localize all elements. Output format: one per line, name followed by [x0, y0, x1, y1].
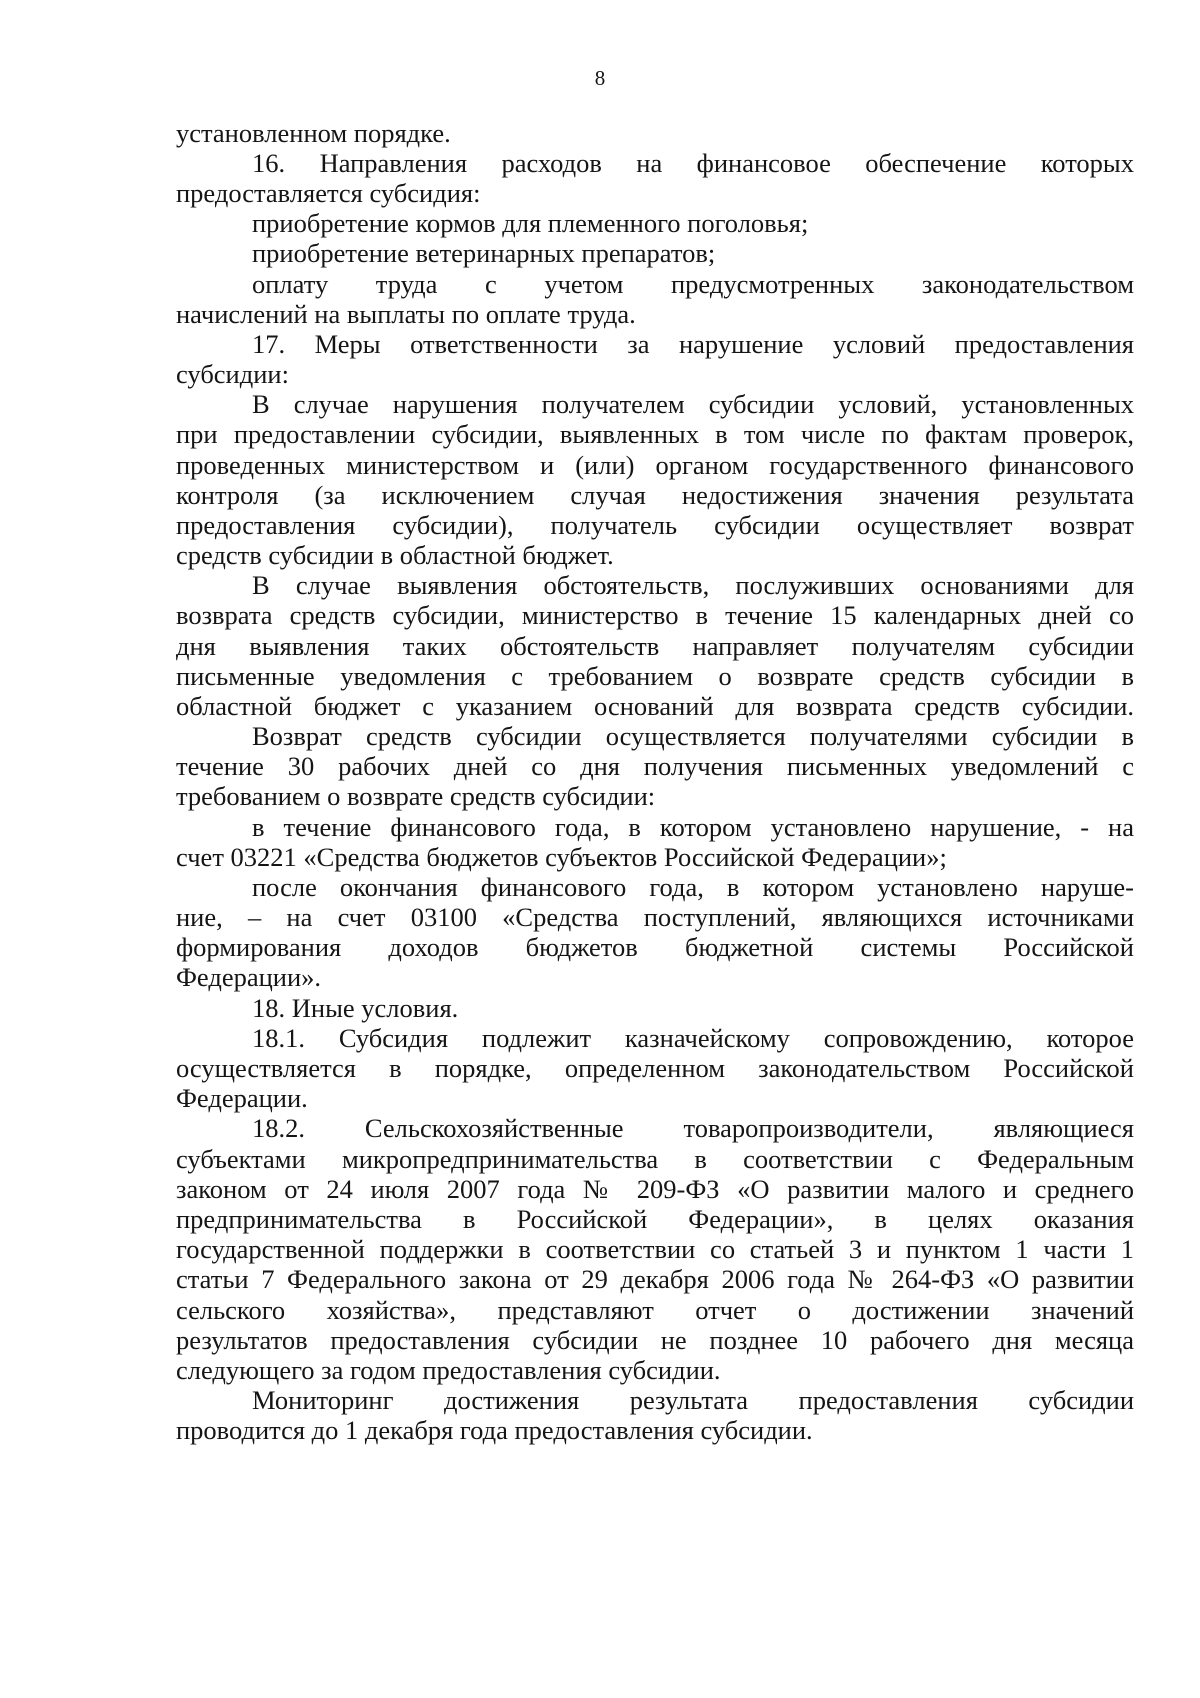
text-line: Возврат средств субсидии осуществляется получателями субсидии в	[252, 721, 1134, 751]
text-line: требованием о возврате средств субсидии:	[176, 781, 656, 811]
text-line: приобретение ветеринарных препаратов;	[252, 238, 716, 268]
text-line: проводится до 1 декабря года предоставления субсидии.	[176, 1415, 813, 1445]
text-line: оплату труда с учетом предусмотренных законодательством	[252, 269, 1134, 299]
text-line: Федерации.	[176, 1083, 308, 1113]
text-line: субъектами микропредпринимательства в соответствии с Федеральным	[176, 1144, 1134, 1174]
text-line: возврата средств субсидии, министерство в течение 15 календарных дней со	[176, 600, 1134, 630]
text-line: при предоставлении субсидии, выявленных в том числе по фактам проверок,	[176, 419, 1134, 449]
text-line: начислений на выплаты по оплате труда.	[176, 299, 636, 329]
text-line: счет 03221 «Средства бюджетов субъектов Российской Федерации»;	[176, 842, 947, 872]
text-line: сельского хозяйства», представляют отчет о достижении значений	[176, 1295, 1134, 1325]
text-line: формирования доходов бюджетов бюджетной системы Российской	[176, 932, 1134, 962]
text-line: предоставления субсидии), получатель субсидии осуществляет возврат	[176, 510, 1134, 540]
text-line: 18.1. Субсидия подлежит казначейскому сопровождению, которое	[252, 1023, 1134, 1053]
text-line: законом от 24 июля 2007 года № 209-ФЗ «О развитии малого и среднего	[176, 1174, 1134, 1204]
page-number: 8	[594, 66, 606, 90]
text-line: ние, – на счет 03100 «Средства поступлений, являющихся источниками	[176, 902, 1134, 932]
text-line: статьи 7 Федерального закона от 29 декабря 2006 года № 264-ФЗ «О развитии	[176, 1264, 1134, 1294]
text-line: в течение финансового года, в котором установлено нарушение, - на	[252, 812, 1134, 842]
text-line: средств субсидии в областной бюджет.	[176, 540, 614, 570]
text-line: установленном порядке.	[176, 118, 451, 148]
text-line: дня выявления таких обстоятельств направляет получателям субсидии	[176, 631, 1134, 661]
text-line: В случае выявления обстоятельств, послуживших основаниями для	[252, 570, 1134, 600]
text-line: государственной поддержки в соответствии со статьей 3 и пунктом 1 части 1	[176, 1234, 1134, 1264]
text-line: Федерации».	[176, 962, 322, 992]
text-line: осуществляется в порядке, определенном законодательством Российской	[176, 1053, 1134, 1083]
text-line: следующего за годом предоставления субсидии.	[176, 1355, 721, 1385]
text-line: проведенных министерством и (или) органом государственного финансового	[176, 450, 1134, 480]
text-line: субсидии:	[176, 359, 289, 389]
text-line: результатов предоставления субсидии не позднее 10 рабочего дня месяца	[176, 1325, 1134, 1355]
text-line: течение 30 рабочих дней со дня получения письменных уведомлений с	[176, 751, 1134, 781]
text-line: 18.2. Сельскохозяйственные товаропроизводители, являющиеся	[252, 1113, 1134, 1143]
text-line: 18. Иные условия.	[252, 993, 459, 1023]
text-line: предпринимательства в Российской Федерации», в целях оказания	[176, 1204, 1134, 1234]
text-line: предоставляется субсидия:	[176, 178, 481, 208]
text-line: после окончания финансового года, в котором установлено наруше-	[252, 872, 1134, 902]
text-line: письменные уведомления с требованием о возврате средств субсидии в	[176, 661, 1134, 691]
text-line: приобретение кормов для племенного поголовья;	[252, 208, 809, 238]
text-line: областной бюджет с указанием оснований для возврата средств субсидии.	[176, 691, 1134, 721]
text-line: 16. Направления расходов на финансовое обеспечение которых	[252, 148, 1134, 178]
text-line: контроля (за исключением случая недостижения значения результата	[176, 480, 1134, 510]
text-line: В случае нарушения получателем субсидии условий, установленных	[252, 389, 1134, 419]
text-line: Мониторинг достижения результата предоставления субсидии	[252, 1385, 1134, 1415]
text-line: 17. Меры ответственности за нарушение условий предоставления	[252, 329, 1134, 359]
